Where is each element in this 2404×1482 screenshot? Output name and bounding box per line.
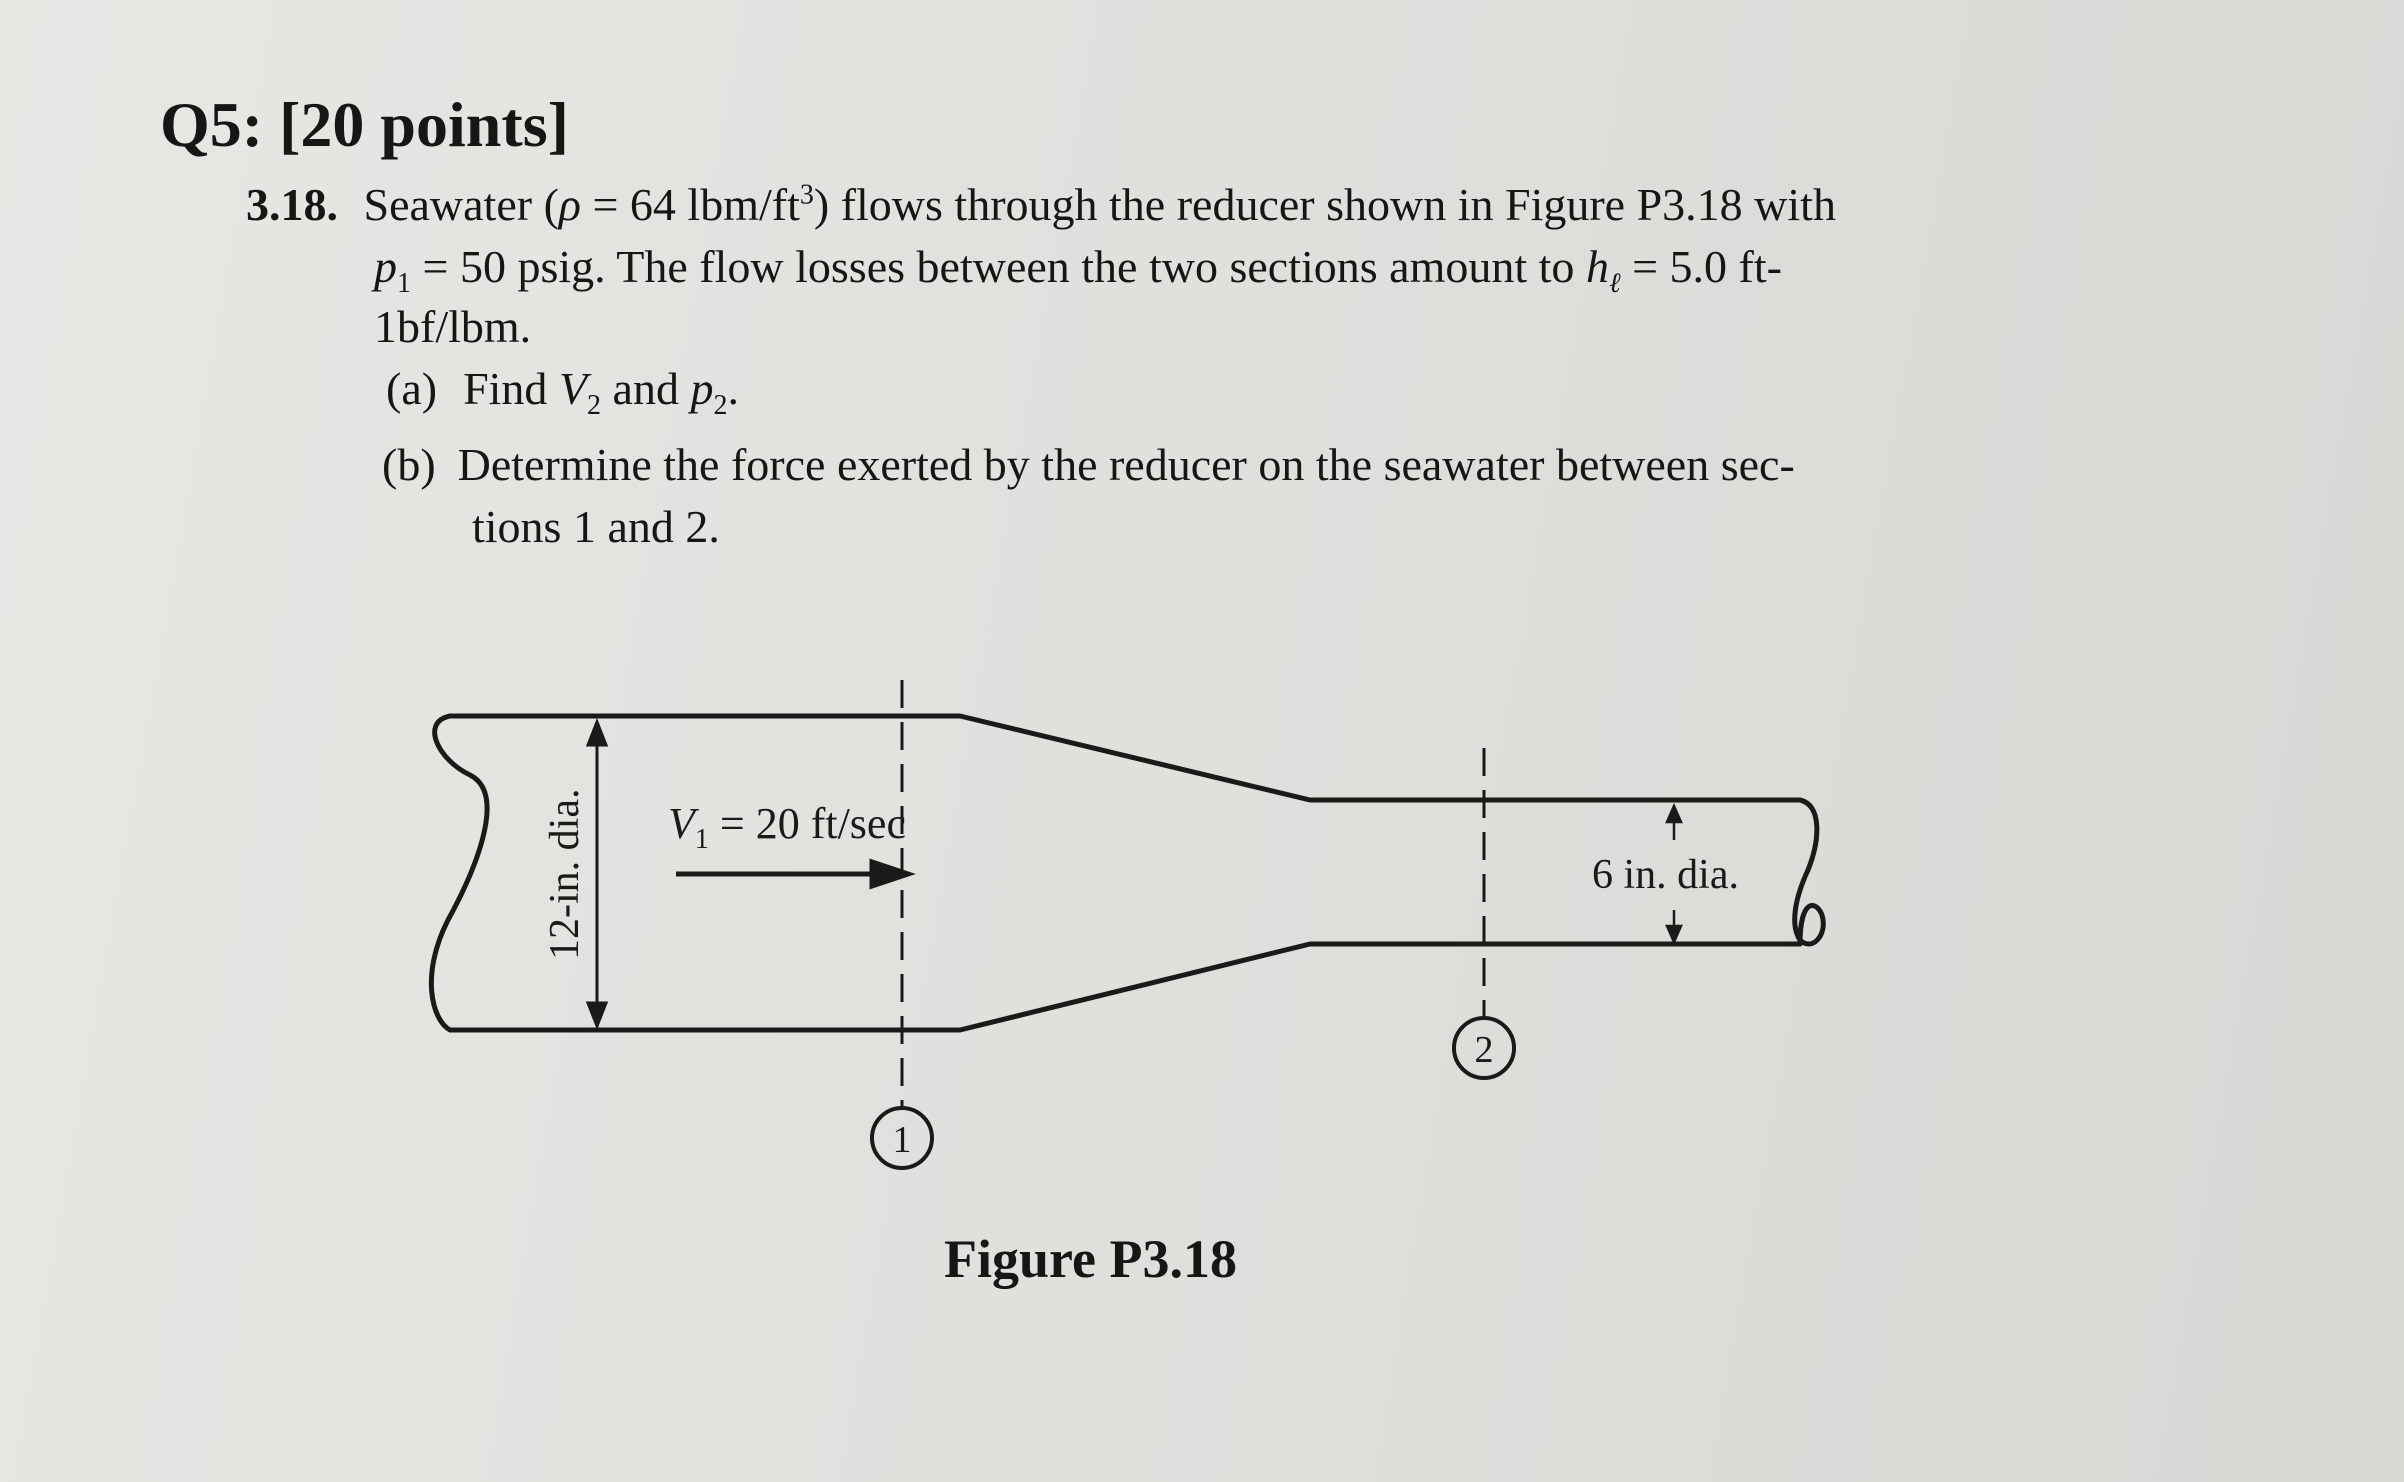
part-a-text: Find <box>463 363 559 414</box>
velocity-arrow <box>676 862 908 886</box>
p1-subscript: 1 <box>397 268 411 300</box>
density-exponent: 3 <box>799 179 814 211</box>
head-loss-value: = 5.0 ft- <box>1620 241 1782 292</box>
p1-symbol: p <box>374 241 397 292</box>
velocity-label <box>668 799 906 855</box>
problem-line-3: 1bf/lbm. <box>374 301 532 352</box>
part-a-period: . <box>727 363 739 414</box>
large-diameter-arrow <box>588 722 606 1026</box>
pressure-and-losses-text: = 50 psig. The flow losses between the two sections amount to <box>411 241 1586 292</box>
right-break-line <box>1795 800 1824 944</box>
pipe-outline <box>450 716 1800 800</box>
v1-value: = 20 ft/sec <box>708 799 906 848</box>
pipe-outline-bottom <box>450 944 1800 1030</box>
problem-text: Seawater ( <box>363 179 559 230</box>
section-2-label: 2 <box>1474 1029 1494 1071</box>
figure-caption: Figure P3.18 <box>944 1229 1237 1289</box>
part-b-label: (b) <box>382 439 436 490</box>
section-1-label: 1 <box>892 1119 912 1161</box>
part-b-text: Determine the force exerted by the reducer on the seawater between sec- <box>457 439 1795 490</box>
head-loss-subscript: ℓ <box>1608 268 1621 300</box>
rho-symbol: ρ <box>558 179 581 230</box>
v1-subscript: 1 <box>694 824 709 855</box>
density-value: = 64 lbm/ft <box>580 179 800 230</box>
large-diameter-label: 12-in. dia. <box>542 788 588 960</box>
v2-subscript: 2 <box>587 390 602 422</box>
left-break-line <box>431 716 487 1030</box>
small-diameter-label: 6 in. dia. <box>1592 852 1739 898</box>
head-loss-symbol: h <box>1585 241 1609 292</box>
problem-text-cont: ) flows through the reducer shown in Figure P3.18 with <box>813 179 1836 230</box>
question-heading: Q5: [20 points] <box>160 89 569 160</box>
part-a-and: and <box>601 363 691 414</box>
problem-number: 3.18. <box>246 179 338 230</box>
part-a-label: (a) <box>386 363 438 414</box>
p2-symbol: p <box>690 363 714 414</box>
v1-symbol: V <box>668 799 695 848</box>
part-b-line-2: tions 1 and 2. <box>472 501 720 552</box>
v2-symbol: V <box>558 363 588 414</box>
p2-subscript: 2 <box>713 390 728 422</box>
